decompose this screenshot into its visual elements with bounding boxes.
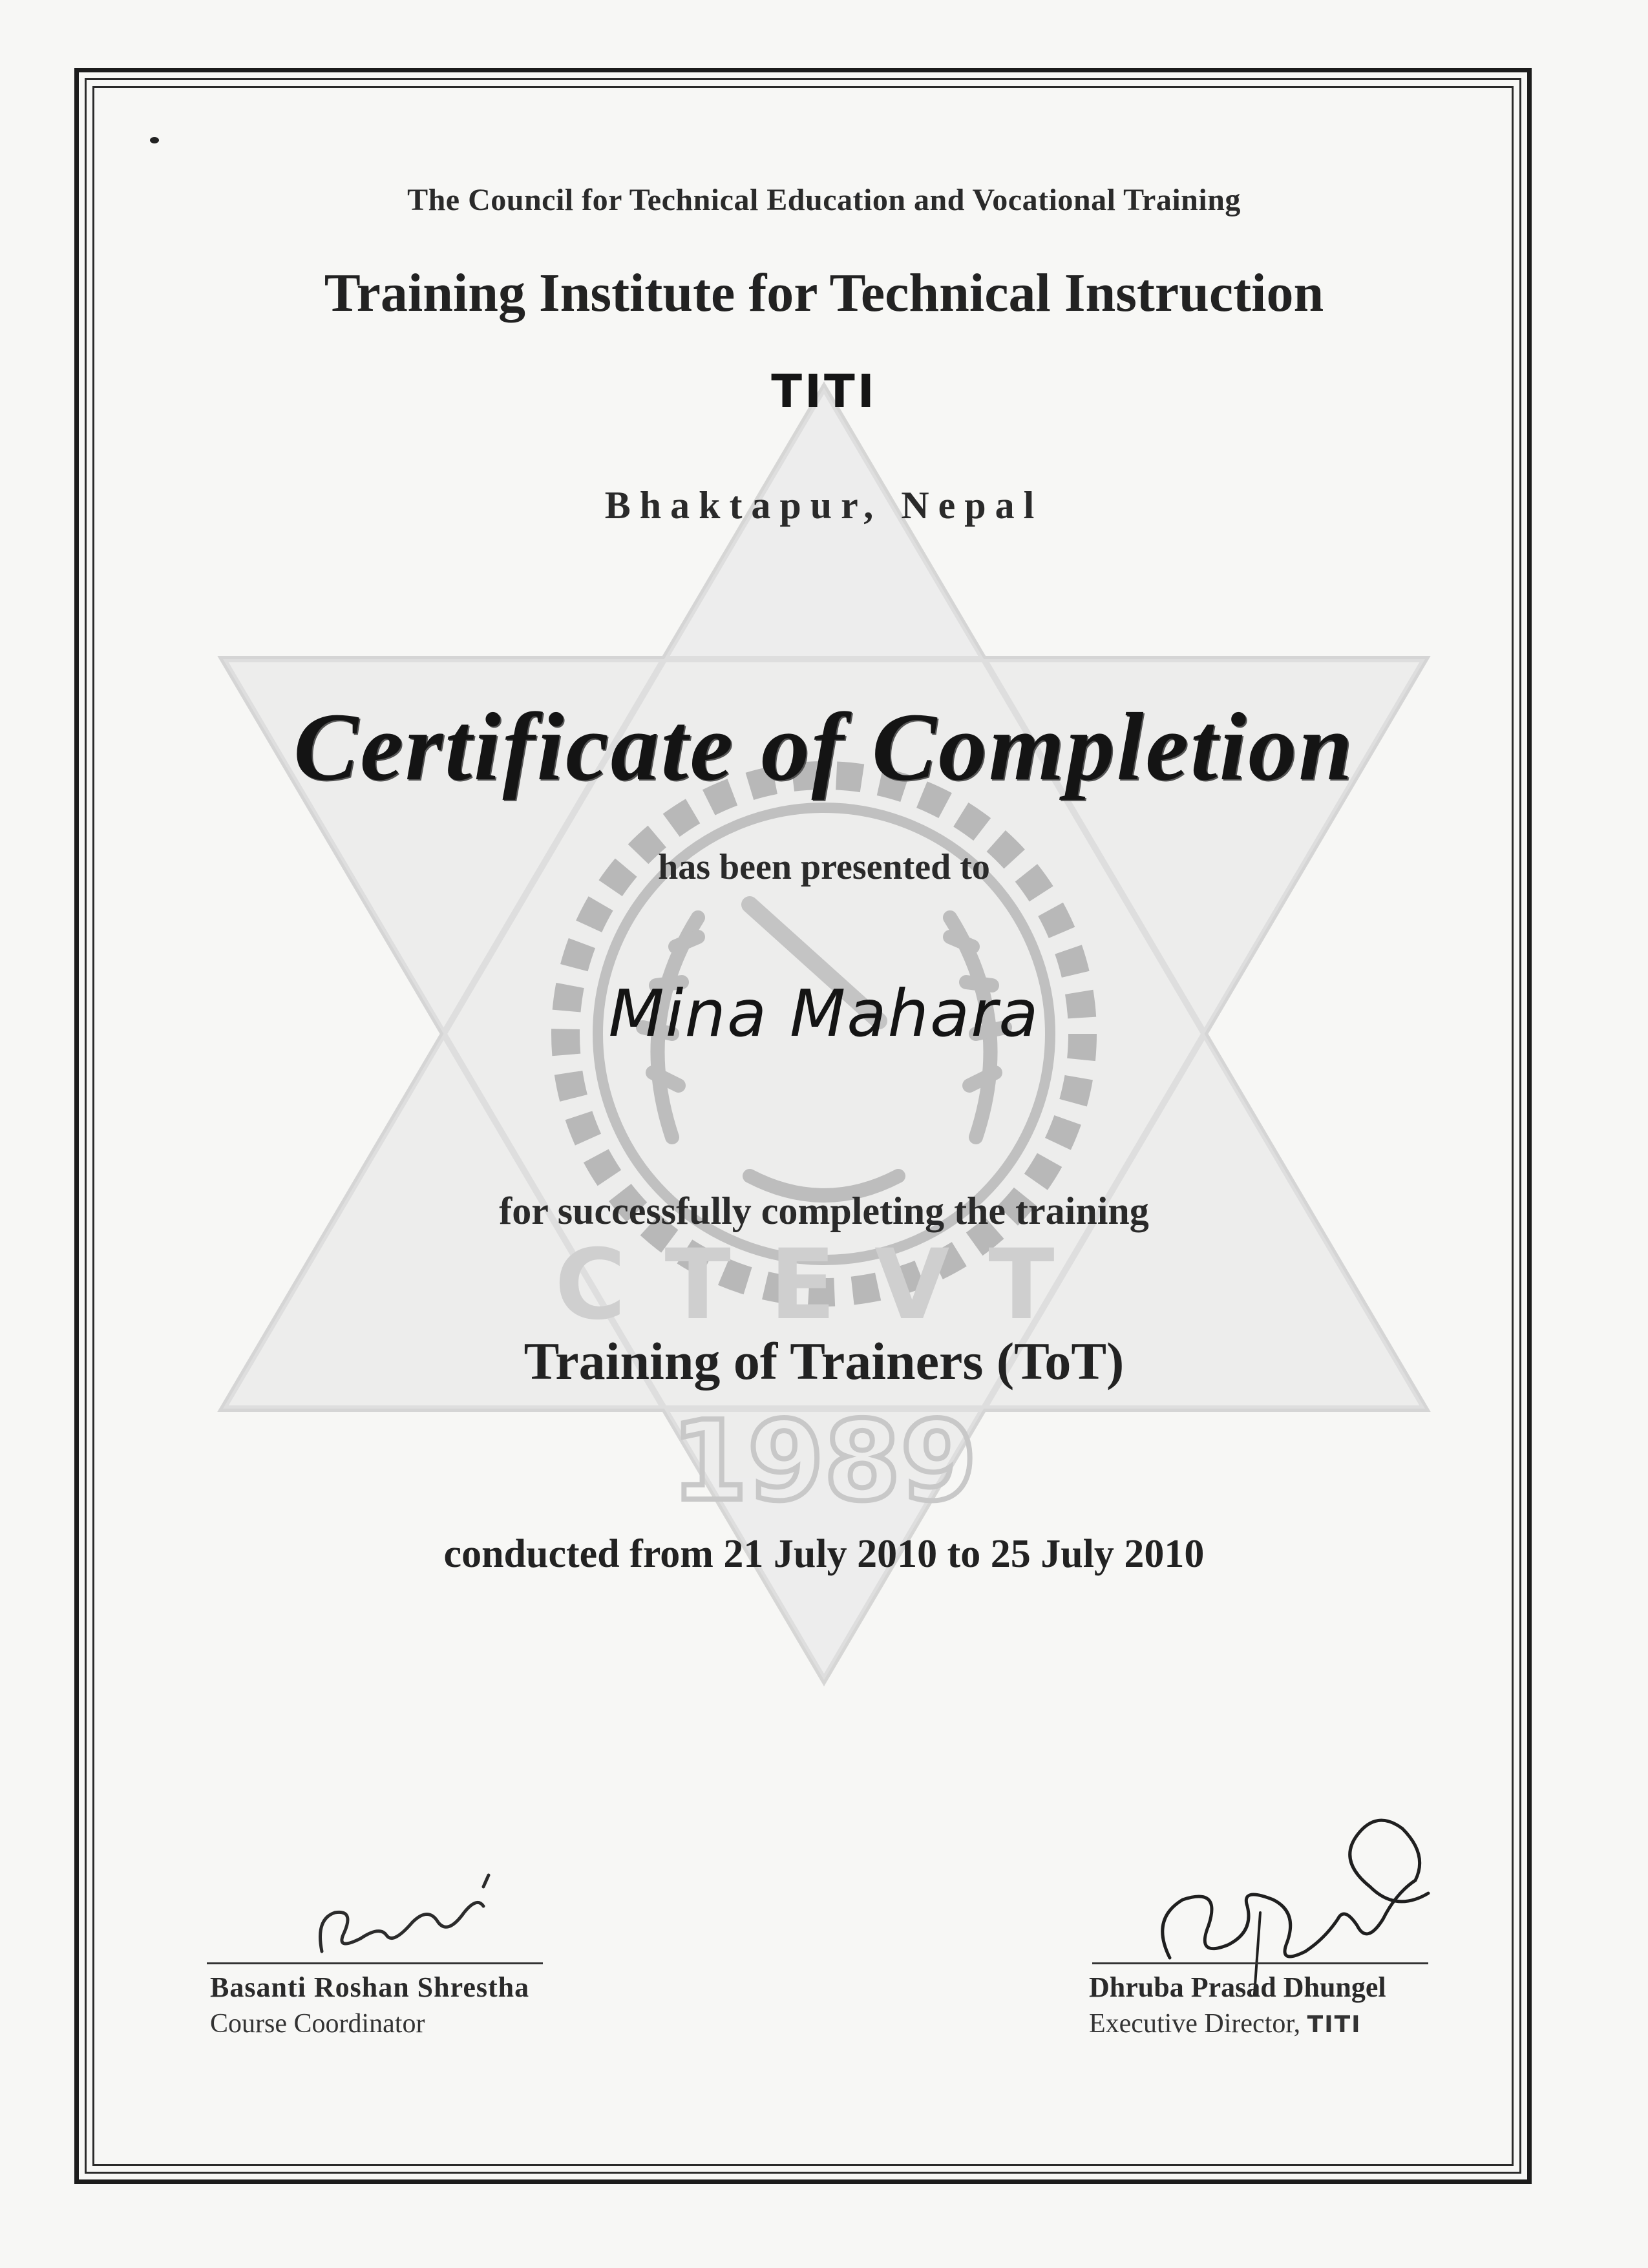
course-name: Training of Trainers (ToT) xyxy=(523,1332,1125,1391)
institute-location: Bhaktapur, Nepal xyxy=(604,484,1044,527)
signatory-left-role: Course Coordinator xyxy=(210,2009,425,2039)
presented-text: has been presented to xyxy=(658,847,990,887)
signatory-left-name: Basanti Roshan Shrestha xyxy=(210,1971,530,2003)
signature-left xyxy=(206,1861,567,1964)
institute-acronym: TITI xyxy=(771,365,877,418)
signature-line-right xyxy=(1092,1962,1428,1964)
signatory-right-org: TITI xyxy=(1307,2011,1362,2038)
institute-name: Training Institute for Technical Instruction xyxy=(324,263,1324,323)
council-name: The Council for Technical Education and Vocational Training xyxy=(407,183,1241,217)
ink-speck xyxy=(150,137,159,143)
emblem-letters: CTEVT xyxy=(555,1229,1093,1341)
certificate-title: Certificate of Completion xyxy=(293,693,1355,801)
completion-text: for successfully completing the training xyxy=(499,1190,1149,1232)
emblem-year: 1989 xyxy=(671,1398,977,1526)
signature-right xyxy=(1092,1790,1454,1997)
signatory-right-title: Executive Director, xyxy=(1089,2009,1301,2039)
course-dates: conducted from 21 July 2010 to 25 July 2010 xyxy=(443,1532,1205,1576)
signatory-right-role xyxy=(1089,2008,1362,2039)
signatory-right-name: Dhruba Prasad Dhungel xyxy=(1089,1971,1386,2003)
signature-line-left xyxy=(207,1962,543,1964)
recipient-name: Mina Mahara xyxy=(608,976,1040,1051)
